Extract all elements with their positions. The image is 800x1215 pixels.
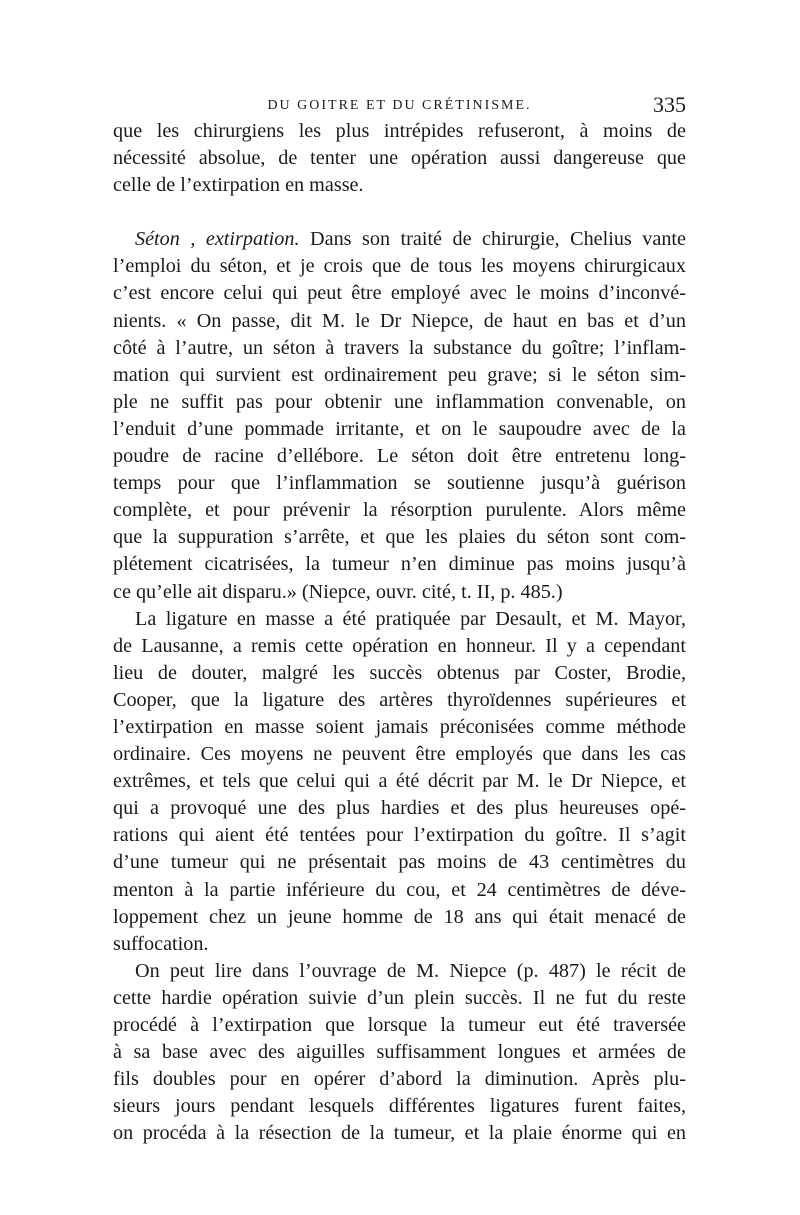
text-line: ce qu’elle ait disparu.» (Niepce, ouvr. cité, t. II, p. 485.)	[113, 580, 563, 603]
text-line: c’est encore celui qui peut être employé avec le moins d’inconvé-	[113, 282, 686, 305]
text-line: l’extirpation en masse soient jamais préconisées comme méthode	[113, 715, 686, 738]
paragraph-4	[113, 958, 686, 1148]
text-line: temps pour que l’inflammation se soutienne jusqu’à guérison	[113, 472, 686, 495]
page-number: 335	[653, 92, 686, 117]
text-line: loppement chez un jeune homme de 18 ans qui était menacé de	[113, 905, 686, 928]
text-line: ordinaire. Ces moyens ne peuvent être employés que dans les cas	[113, 743, 686, 766]
text-line: l’enduit d’une pommade irritante, et on le saupoudre avec de la	[113, 417, 686, 440]
text-line: que les chirurgiens les plus intrépides refuseront, à moins de	[113, 120, 686, 142]
running-header	[113, 92, 686, 118]
text-line: complète, et pour prévenir la résorption purulente. Alors même	[113, 499, 686, 522]
text-line: Cooper, que la ligature des artères thyroïdennes supérieures et	[113, 688, 686, 711]
text-line: On peut lire dans l’ouvrage de M. Niepce (p. 487) le récit de	[135, 959, 686, 982]
text-line: de Lausanne, a remis cette opération en honneur. Il y a cependant	[113, 634, 686, 657]
paragraph-2	[113, 226, 686, 605]
text-line: rations qui aient été tentées pour l’extirpation du goître. Il s’agit	[113, 824, 686, 847]
book-page	[113, 92, 686, 1147]
text-line: celle de l’extirpation en masse.	[113, 174, 364, 197]
text-line: à sa base avec des aiguilles suffisamment longues et armées de	[113, 1041, 686, 1064]
text-line: mation qui survient est ordinairement peu grave; si le séton sim-	[113, 363, 686, 386]
text-line: fils doubles pour en opérer d’abord la diminution. Après plu-	[113, 1068, 686, 1091]
text-line: sieurs jours pendant lesquels différentes ligatures furent faites,	[113, 1095, 686, 1118]
text-line: extrêmes, et tels que celui qui a été décrit par M. le Dr Niepce, et	[113, 770, 686, 793]
paragraph-1	[113, 118, 686, 199]
text-line: que la suppuration s’arrête, et que les plaies du séton sont com-	[113, 526, 686, 549]
text-line: suffocation.	[113, 932, 209, 955]
text-line: qui a provoqué une des plus hardies et des plus heureuses opé-	[113, 797, 686, 820]
text-line: plétement cicatrisées, la tumeur n’en diminue pas moins jusqu’à	[113, 553, 686, 576]
text-line: lieu de douter, malgré les succès obtenus par Coster, Brodie,	[113, 661, 686, 684]
text-line: nécessité absolue, de tenter une opération aussi dangereuse que	[113, 147, 686, 170]
text-line: menton à la partie inférieure du cou, et 24 centimètres de déve-	[113, 878, 686, 901]
text-segment: Dans son traité de chirurgie, Chelius vante	[299, 228, 686, 251]
text-line: ple ne suffit pas pour obtenir une inflammation convenable, on	[113, 390, 686, 413]
paragraph-3	[113, 606, 686, 958]
text-line: procédé à l’extirpation que lorsque la tumeur eut été traversée	[113, 1014, 686, 1036]
text-line-with-lead	[113, 226, 686, 253]
running-title: DU GOITRE ET DU CRÉTINISME.	[267, 98, 532, 113]
text-line: d’une tumeur qui ne présentait pas moins de 43 centimètres du	[113, 851, 686, 874]
section-lead: Séton , extirpation.	[135, 228, 300, 251]
text-line: cette hardie opération suivie d’un plein succès. Il ne fut du reste	[113, 986, 686, 1009]
text-line: nients. « On passe, dit M. le Dr Niepce, de haut en bas et d’un	[113, 309, 686, 332]
text-line: La ligature en masse a été pratiquée par Desault, et M. Mayor,	[135, 607, 686, 630]
text-line: on procéda à la résection de la tumeur, et la plaie énorme qui en	[113, 1122, 686, 1145]
text-line: l’emploi du séton, et je crois que de tous les moyens chirurgicaux	[113, 255, 686, 278]
text-line: côté à l’autre, un séton à travers la substance du goître; l’inflam-	[113, 336, 686, 359]
text-line: poudre de racine d’ellébore. Le séton doit être entretenu long-	[113, 445, 686, 468]
